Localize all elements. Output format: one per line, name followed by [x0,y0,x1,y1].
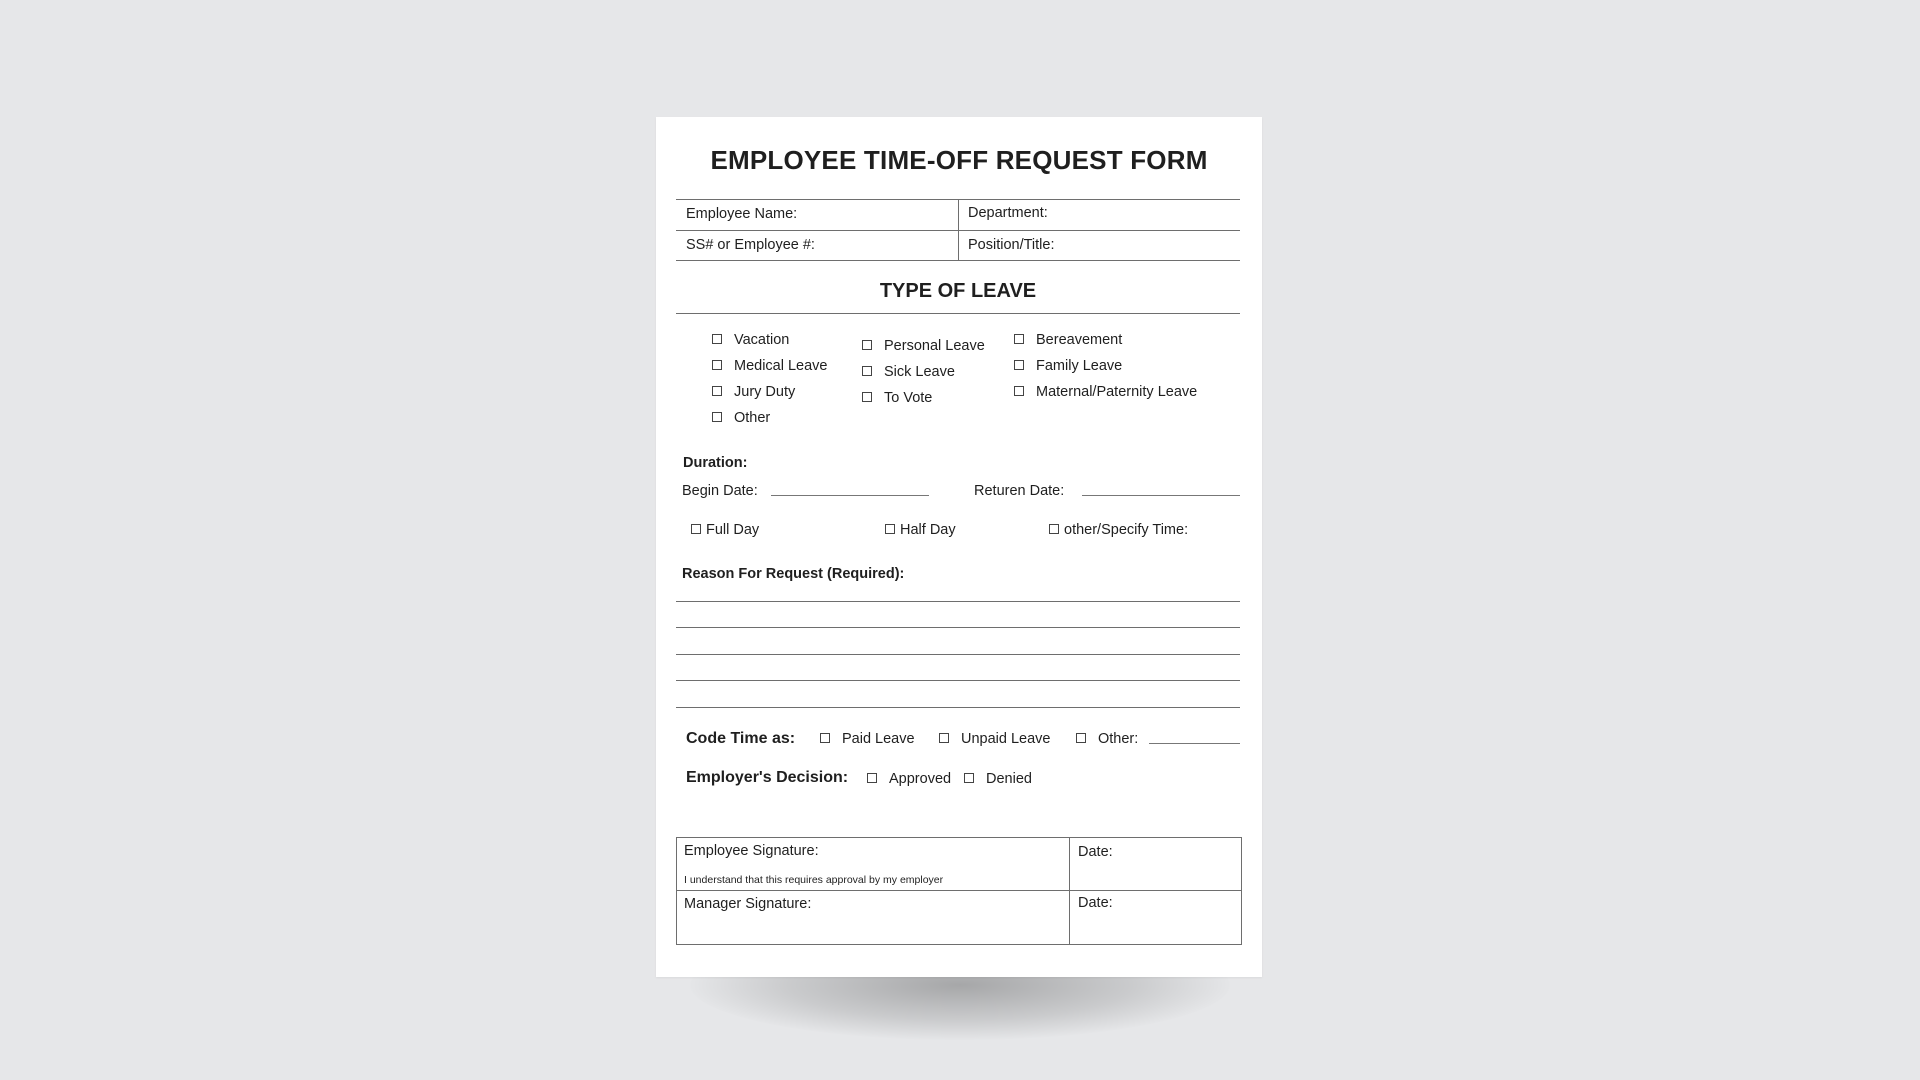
leave-option-bereavement[interactable]: Bereavement [1014,327,1197,353]
divider [1069,838,1070,944]
checkbox-icon[interactable] [1014,334,1024,344]
divider [677,890,1241,891]
paid-leave-option[interactable]: Paid Leave [820,731,915,747]
return-date-input[interactable] [1082,495,1240,496]
reason-line-5[interactable] [676,707,1240,708]
unpaid-leave-option[interactable]: Unpaid Leave [939,731,1051,747]
checkbox-icon[interactable] [1014,386,1024,396]
checkbox-icon[interactable] [939,733,949,743]
leave-option-sick[interactable]: Sick Leave [862,359,985,385]
department-field[interactable]: Department: [968,205,1048,221]
type-of-leave-heading: TYPE OF LEAVE [879,280,1037,302]
form-page [656,117,1262,977]
employee-name-field[interactable]: Employee Name: [686,206,798,222]
leave-option-other[interactable]: Other [712,405,828,431]
denied-option[interactable]: Denied [964,771,1032,787]
reason-line-2[interactable] [676,627,1240,628]
divider [676,313,1240,314]
checkbox-icon[interactable] [862,392,872,402]
form-title: EMPLOYEE TIME-OFF REQUEST FORM [710,145,1208,175]
checkbox-icon[interactable] [820,733,830,743]
leave-option-personal[interactable]: Personal Leave [862,333,985,359]
checkbox-icon[interactable] [712,360,722,370]
approval-note: I understand that this requires approval by my employer [684,874,944,886]
other-time-option[interactable]: other/Specify Time: [1049,522,1188,538]
checkbox-icon[interactable] [867,773,877,783]
checkbox-icon[interactable] [1049,524,1059,534]
employee-date-field[interactable]: Date: [1078,844,1113,860]
duration-heading: Duration: [683,455,748,471]
decision-heading: Employer's Decision: [686,769,849,786]
divider [676,260,1240,261]
code-time-heading: Code Time as: [686,730,796,747]
leave-column-1 [712,327,828,431]
other-code-option[interactable]: Other: [1076,731,1138,747]
reason-heading: Reason For Request (Required): [682,566,905,582]
manager-date-field[interactable]: Date: [1078,895,1113,911]
begin-date-input[interactable] [771,495,929,496]
leave-option-jury-duty[interactable]: Jury Duty [712,379,828,405]
checkbox-icon[interactable] [862,366,872,376]
checkbox-icon[interactable] [1014,360,1024,370]
checkbox-icon[interactable] [964,773,974,783]
employee-signature-field[interactable]: Employee Signature: [684,843,819,859]
checkbox-icon[interactable] [885,524,895,534]
approved-option[interactable]: Approved [867,771,951,787]
leave-option-medical[interactable]: Medical Leave [712,353,828,379]
half-day-option[interactable]: Half Day [885,522,956,538]
reason-line-1[interactable] [676,601,1240,602]
leave-column-3 [1014,327,1197,405]
checkbox-icon[interactable] [691,524,701,534]
leave-column-2 [862,333,985,411]
leave-option-to-vote[interactable]: To Vote [862,385,985,411]
reason-line-4[interactable] [676,680,1240,681]
checkbox-icon[interactable] [1076,733,1086,743]
leave-option-vacation[interactable]: Vacation [712,327,828,353]
leave-option-family[interactable]: Family Leave [1014,353,1197,379]
return-date-label: Returen Date: [974,483,1065,499]
other-code-input[interactable] [1149,743,1240,744]
checkbox-icon[interactable] [712,334,722,344]
checkbox-icon[interactable] [862,340,872,350]
divider [958,199,959,260]
employee-number-field[interactable]: SS# or Employee #: [686,237,815,253]
full-day-option[interactable]: Full Day [691,522,759,538]
begin-date-label: Begin Date: [682,483,758,499]
checkbox-icon[interactable] [712,386,722,396]
position-field[interactable]: Position/Title: [968,237,1055,253]
leave-option-maternal-paternity[interactable]: Maternal/Paternity Leave [1014,379,1197,405]
checkbox-icon[interactable] [712,412,722,422]
reason-line-3[interactable] [676,654,1240,655]
signature-table [676,837,1242,945]
manager-signature-field[interactable]: Manager Signature: [684,896,812,912]
